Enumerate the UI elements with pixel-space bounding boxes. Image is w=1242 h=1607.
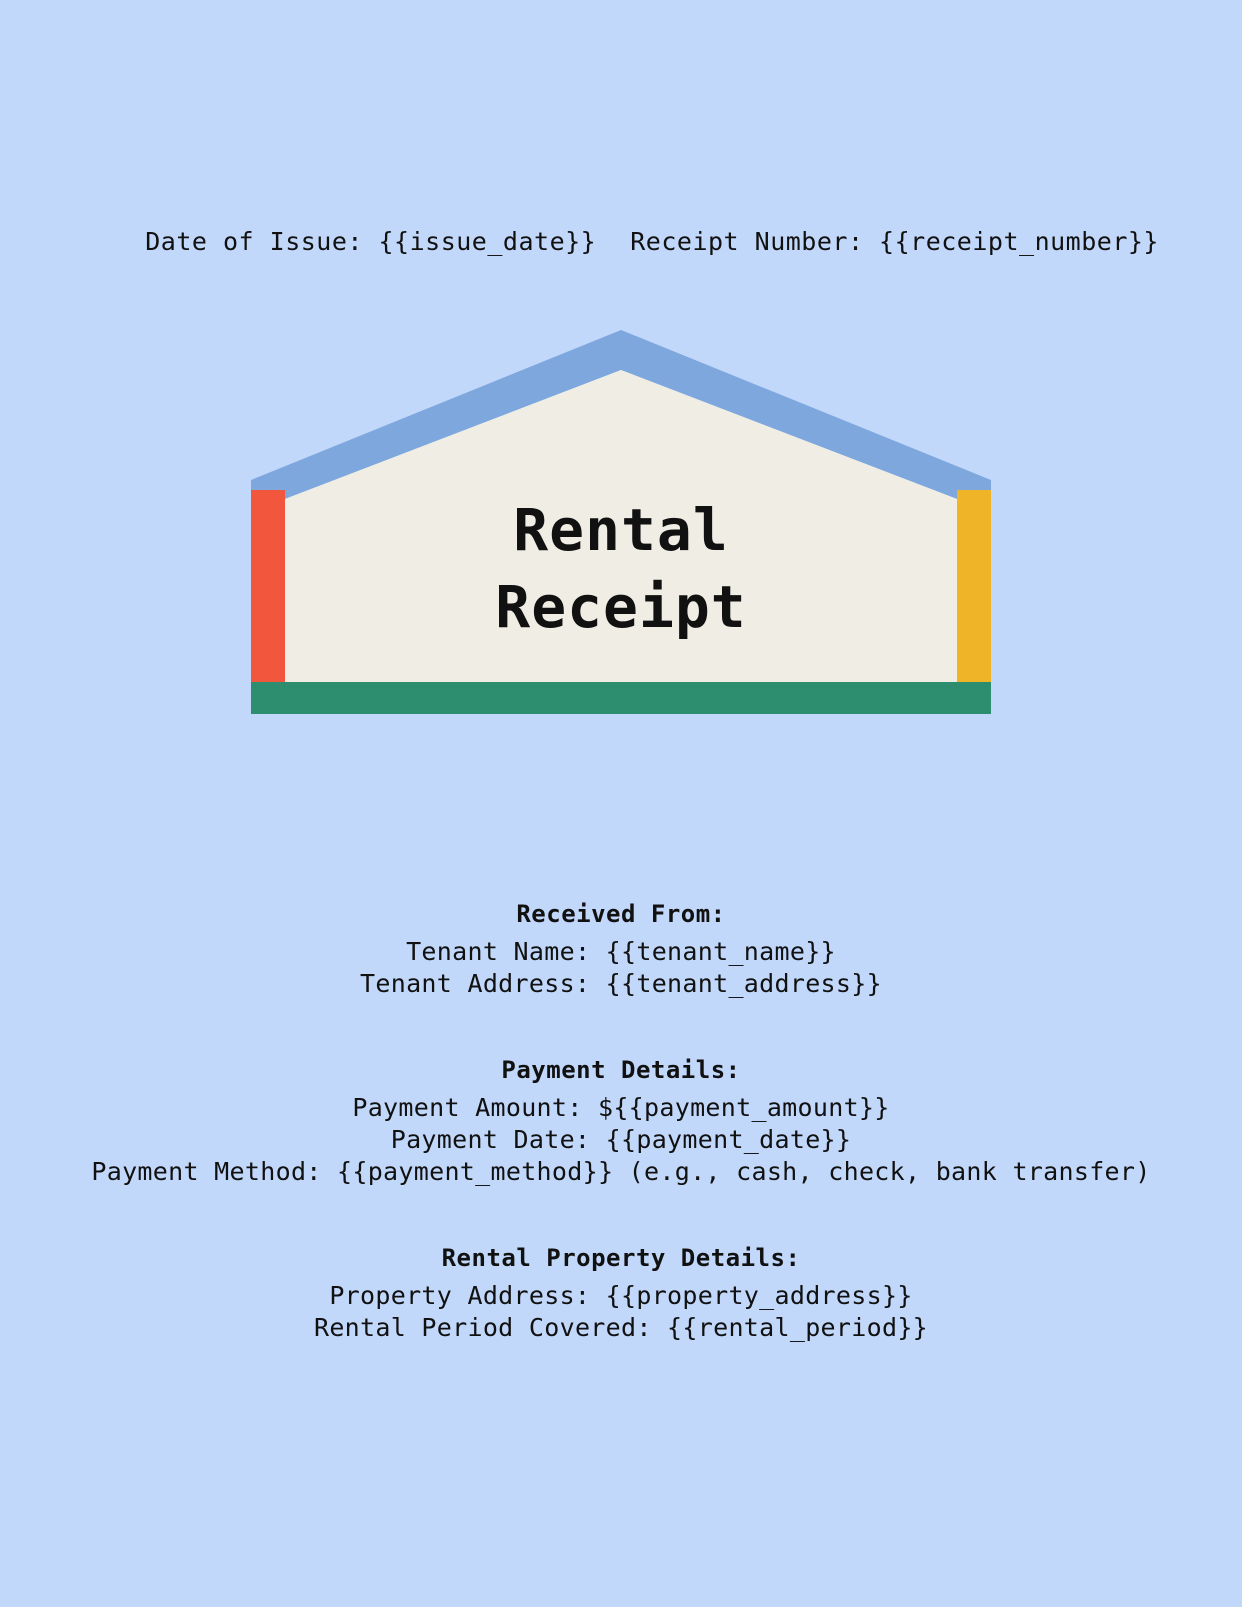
section-spacer-2 [0,1222,1242,1244]
payment-amount-line: Payment Amount: ${{payment_amount}} [352,1093,890,1122]
tenant-name-line: Tenant Name: {{tenant_name}} [406,937,836,966]
section-spacer-1 [0,1034,1242,1056]
rental-property-details-section [0,1244,1242,1344]
document-header [0,198,1242,285]
logo-title-line-1: Rental [513,496,729,564]
payment-details-section [0,1056,1242,1188]
received-from-heading: Received From: [516,900,726,928]
payment-date-line: Payment Date: {{payment_date}} [390,1125,852,1154]
document-body [0,900,1242,1344]
rental-period-line: Rental Period Covered: {{rental_period}} [313,1313,929,1342]
house-logo [251,330,991,730]
property-address-line: Property Address: {{property_address}} [329,1281,913,1310]
tenant-address-line: Tenant Address: {{tenant_address}} [360,969,882,998]
payment-details-heading: Payment Details: [501,1056,741,1084]
payment-method-line: Payment Method: {{payment_method}} (e.g., cash, check, bank transfer) [91,1157,1151,1186]
logo-title [251,492,991,645]
received-from-section [0,900,1242,1000]
issue-date-label: Date of Issue: {{issue_date}} [145,227,597,256]
rental-property-details-heading: Rental Property Details: [441,1244,801,1272]
logo-title-line-2: Receipt [495,572,747,641]
receipt-number-label: Receipt Number: {{receipt_number}} [630,227,1159,256]
